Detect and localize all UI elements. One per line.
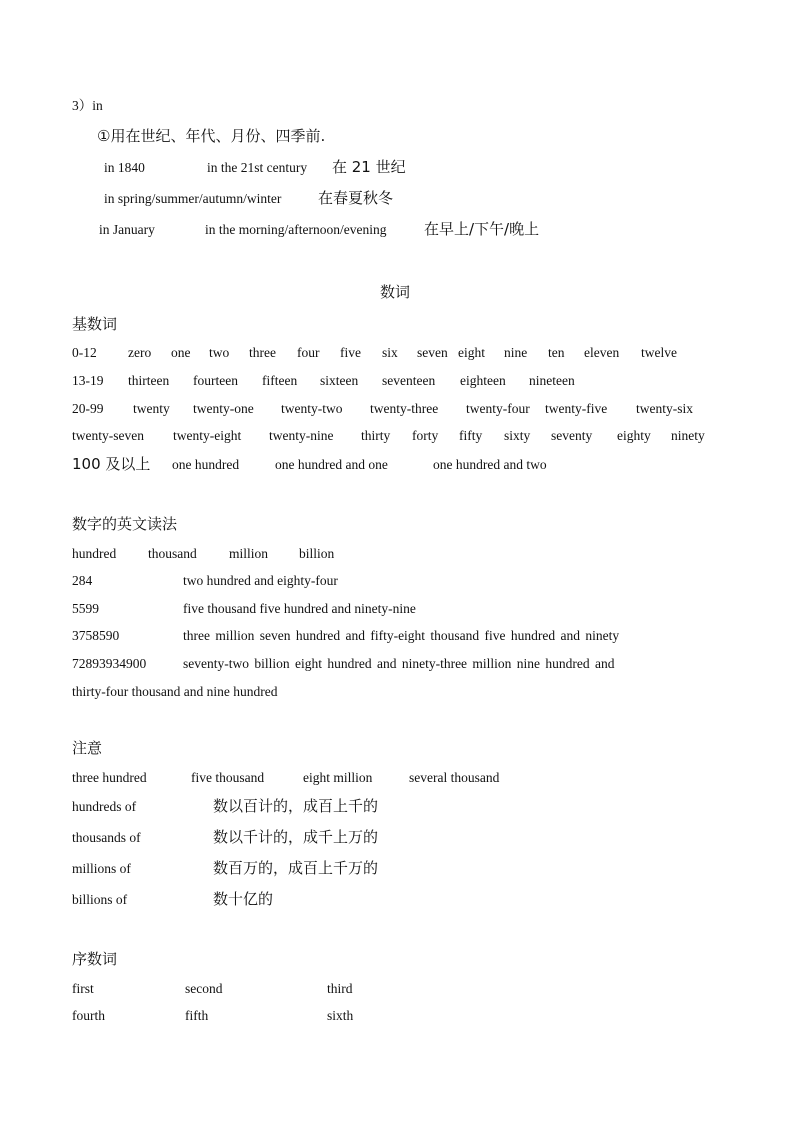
unit-word: million [229, 546, 269, 561]
word-cell: five [340, 345, 361, 360]
word-cell: 13-19 [72, 373, 104, 388]
word-cell: zero [128, 345, 152, 360]
example-translation: 在春夏秋冬 [318, 189, 394, 207]
phrase-translation: 数以百计的，成百上千的 [213, 797, 379, 815]
word-cell: six [382, 345, 398, 360]
phrase-translation: 数十亿的 [213, 890, 274, 908]
word-cell: one [171, 345, 191, 360]
rule-text: ①用在世纪、年代、月份、四季前. [97, 127, 326, 145]
word-cell: three [249, 345, 276, 360]
word-cell: forty [412, 428, 439, 443]
example-text: in spring/summer/autumn/winter [104, 191, 282, 206]
section-heading-ordinal: 序数词 [72, 950, 118, 968]
word-cell: 0-12 [72, 345, 97, 360]
word-cell: fifteen [262, 373, 298, 388]
word-cell: twenty-eight [173, 428, 242, 443]
word-cell: eight [458, 345, 485, 360]
word-cell: 100 及以上 [72, 455, 151, 473]
word-cell: thirteen [128, 373, 170, 388]
example-phrase: three hundred [72, 770, 147, 785]
word-cell: sixty [504, 428, 531, 443]
number-value: 3758590 [72, 628, 120, 643]
number-reading: five thousand five hundred and ninety-nine [183, 601, 416, 616]
example-translation: 在 21 世纪 [332, 158, 406, 176]
word-cell: fifty [459, 428, 483, 443]
number-reading: three million seven hundred and fifty-eight thousand five hundred and ninety [183, 628, 620, 643]
example-text: in the 21st century [207, 160, 308, 175]
phrase: thousands of [72, 830, 141, 845]
number-value: 284 [72, 573, 93, 588]
ordinal-word: sixth [327, 1008, 354, 1023]
word-cell: eleven [584, 345, 620, 360]
word-cell: twenty [133, 401, 170, 416]
section-heading-in: 3）in [72, 98, 103, 113]
word-cell: ninety [671, 428, 705, 443]
example-text: in January [99, 222, 155, 237]
word-cell: twenty-three [370, 401, 439, 416]
word-cell: two [209, 345, 230, 360]
section-heading-reading: 数字的英文读法 [72, 515, 178, 533]
number-reading-continued: thirty-four thousand and nine hundred [72, 684, 278, 699]
ordinal-word: third [327, 981, 353, 996]
word-cell: thirty [361, 428, 391, 443]
word-cell: nineteen [529, 373, 575, 388]
word-cell: nine [504, 345, 528, 360]
word-cell: sixteen [320, 373, 359, 388]
number-value: 5599 [72, 601, 99, 616]
number-reading: seventy-two billion eight hundred and ninety-three million nine hundred and [183, 656, 615, 671]
word-cell: 20-99 [72, 401, 104, 416]
ordinal-word: first [72, 981, 94, 996]
number-value: 72893934900 [72, 656, 147, 671]
word-cell: twenty-nine [269, 428, 334, 443]
word-cell: one hundred [172, 457, 240, 472]
example-text: in the morning/afternoon/evening [205, 222, 387, 237]
phrase-translation: 数百万的，成百上千万的 [213, 859, 379, 877]
word-cell: twenty-six [636, 401, 693, 416]
word-cell: twenty-five [545, 401, 608, 416]
phrase: millions of [72, 861, 131, 876]
section-heading-note: 注意 [72, 739, 103, 757]
phrase: hundreds of [72, 799, 137, 814]
section-heading-cardinal: 基数词 [72, 315, 118, 333]
word-cell: eighty [617, 428, 651, 443]
word-cell: twelve [641, 345, 677, 360]
word-cell: twenty-one [193, 401, 254, 416]
word-cell: twenty-seven [72, 428, 144, 443]
example-text: in 1840 [104, 160, 145, 175]
example-phrase: eight million [303, 770, 373, 785]
unit-word: hundred [72, 546, 117, 561]
page-title: 数词 [380, 283, 411, 301]
example-phrase: several thousand [409, 770, 500, 785]
word-cell: fourteen [193, 373, 238, 388]
ordinal-word: fifth [185, 1008, 209, 1023]
phrase: billions of [72, 892, 128, 907]
word-cell: one hundred and one [275, 457, 388, 472]
word-cell: seven [417, 345, 448, 360]
unit-word: billion [299, 546, 335, 561]
number-reading: two hundred and eighty-four [183, 573, 338, 588]
word-cell: twenty-four [466, 401, 530, 416]
example-phrase: five thousand [191, 770, 265, 785]
phrase-translation: 数以千计的，成千上万的 [213, 828, 379, 846]
word-cell: seventeen [382, 373, 436, 388]
word-cell: seventy [551, 428, 593, 443]
ordinal-word: second [185, 981, 223, 996]
word-cell: one hundred and two [433, 457, 547, 472]
word-cell: ten [548, 345, 565, 360]
word-cell: twenty-two [281, 401, 343, 416]
example-translation: 在早上/下午/晚上 [424, 220, 540, 238]
word-cell: four [297, 345, 320, 360]
ordinal-word: fourth [72, 1008, 105, 1023]
unit-word: thousand [148, 546, 197, 561]
word-cell: eighteen [460, 373, 506, 388]
